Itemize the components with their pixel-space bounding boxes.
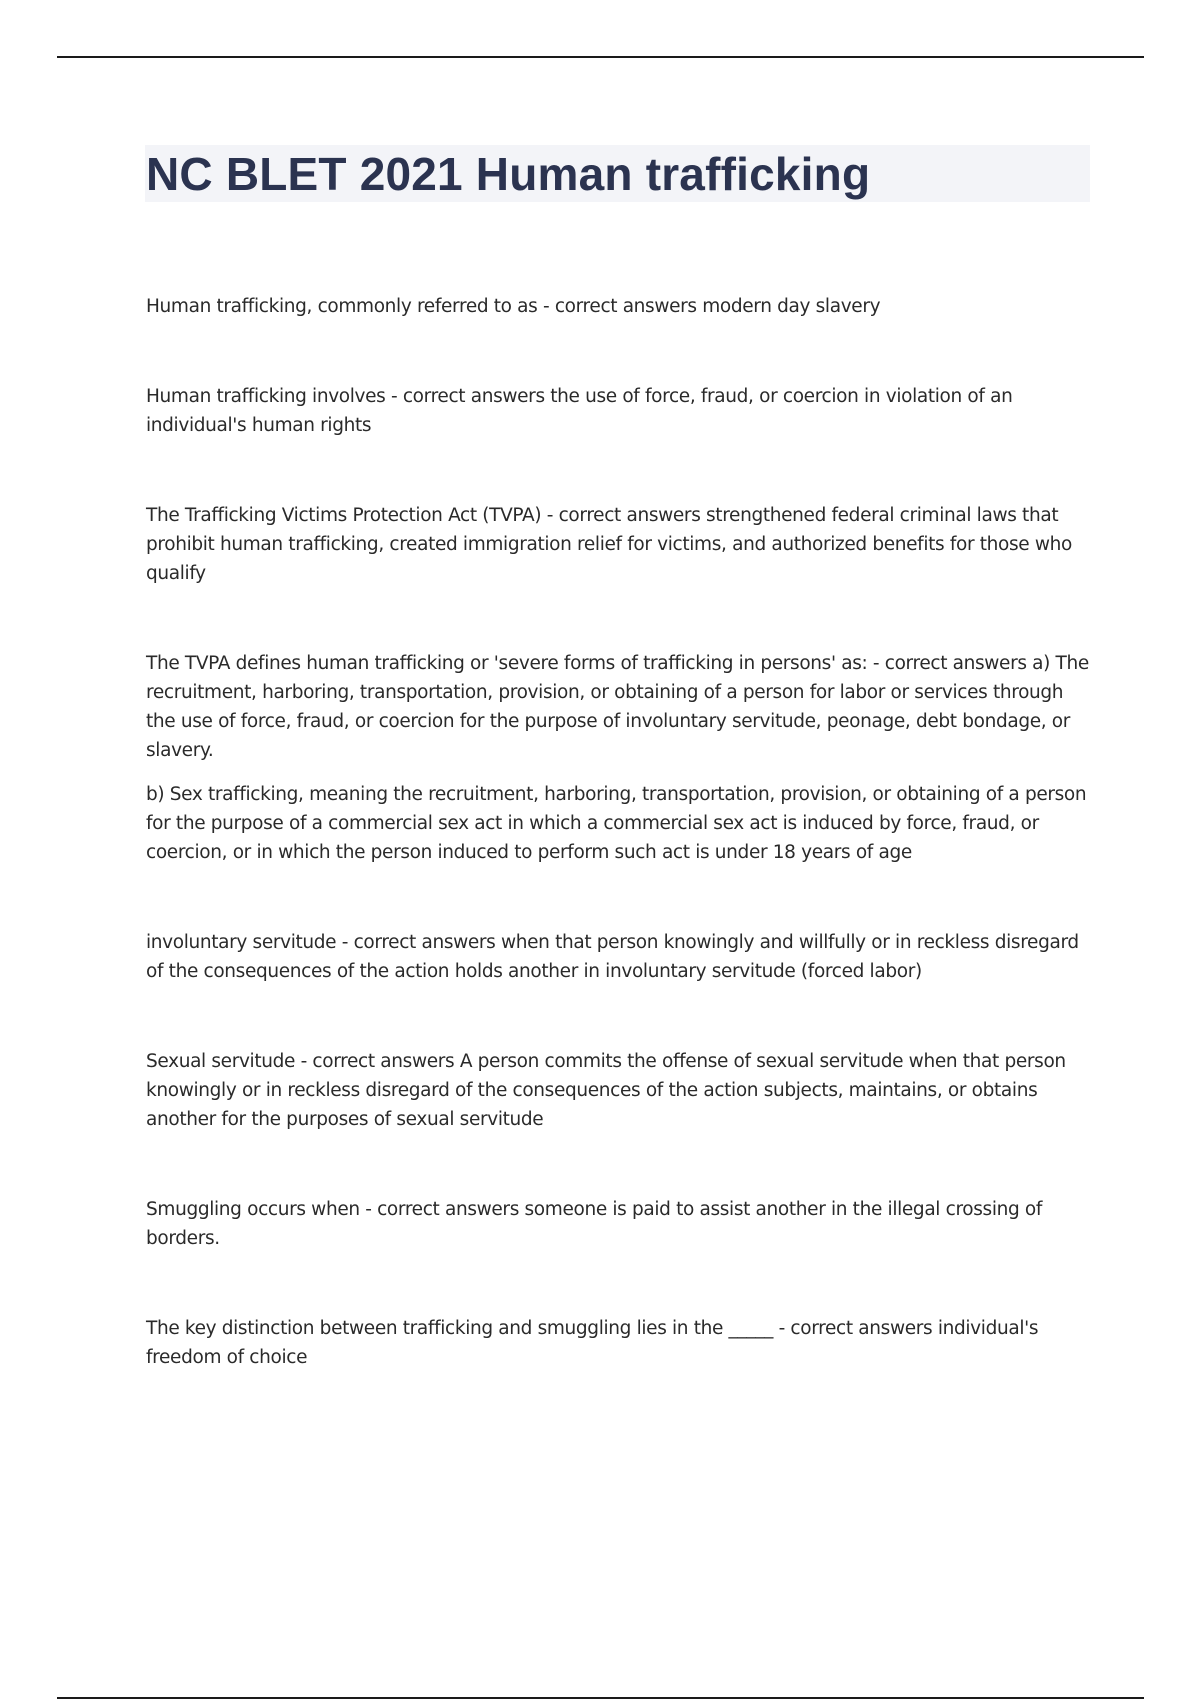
top-divider <box>57 56 1144 58</box>
flashcard-entry <box>146 928 1096 986</box>
bottom-divider <box>57 1697 1144 1699</box>
flashcard-entry <box>146 501 1096 588</box>
flashcard-entry <box>146 1047 1096 1134</box>
flashcard-text: Human trafficking involves - correct answers the use of force, fraud, or coercion in violation of an individual's human rights <box>146 386 1013 436</box>
flashcard-entry <box>146 292 1096 321</box>
flashcard-text: Sexual servitude - correct answers A person commits the offense of sexual servitude when that person knowingly or in reckless disregard of the consequences of the action subjects, maintains, or obtains another for the purposes of sexual servitude <box>146 1051 1066 1130</box>
flashcard-entry <box>146 1314 1096 1372</box>
document-title: NC BLET 2021 Human trafficking <box>146 148 871 200</box>
flashcard-text-continued: b) Sex trafficking, meaning the recruitment, harboring, transportation, provision, or obtaining of a person for the purpose of a commercial sex act in which a commercial sex act is induced by force, fraud, or coercion, or in which the person induced to perform such act is under 18 years of age <box>146 784 1087 863</box>
flashcard-entry <box>146 382 1096 440</box>
flashcard-text: The TVPA defines human trafficking or 'severe forms of trafficking in persons' as: - correct answers a) The recruitment, harboring, transportation, provision, or obtaining of a person for labor or services through the use of force, fraud, or coercion for the purpose of involuntary servitude, peonage, debt bondage, or slavery. <box>146 653 1089 761</box>
flashcard-entry <box>146 649 1096 867</box>
flashcard-text: The key distinction between trafficking and smuggling lies in the _____ - correct answers individual's freedom of choice <box>146 1318 1039 1368</box>
flashcard-text: involuntary servitude - correct answers when that person knowingly and willfully or in reckless disregard of the consequences of the action holds another in involuntary servitude (forced labor) <box>146 932 1079 982</box>
flashcard-text: Smuggling occurs when - correct answers someone is paid to assist another in the illegal crossing of borders. <box>146 1199 1043 1249</box>
flashcard-list <box>146 292 1096 1433</box>
flashcard-text: Human trafficking, commonly referred to as - correct answers modern day slavery <box>146 296 881 317</box>
flashcard-entry <box>146 1195 1096 1253</box>
flashcard-text: The Trafficking Victims Protection Act (TVPA) - correct answers strengthened federal criminal laws that prohibit human trafficking, created immigration relief for victims, and authorized benefits for those who qualify <box>146 505 1072 584</box>
